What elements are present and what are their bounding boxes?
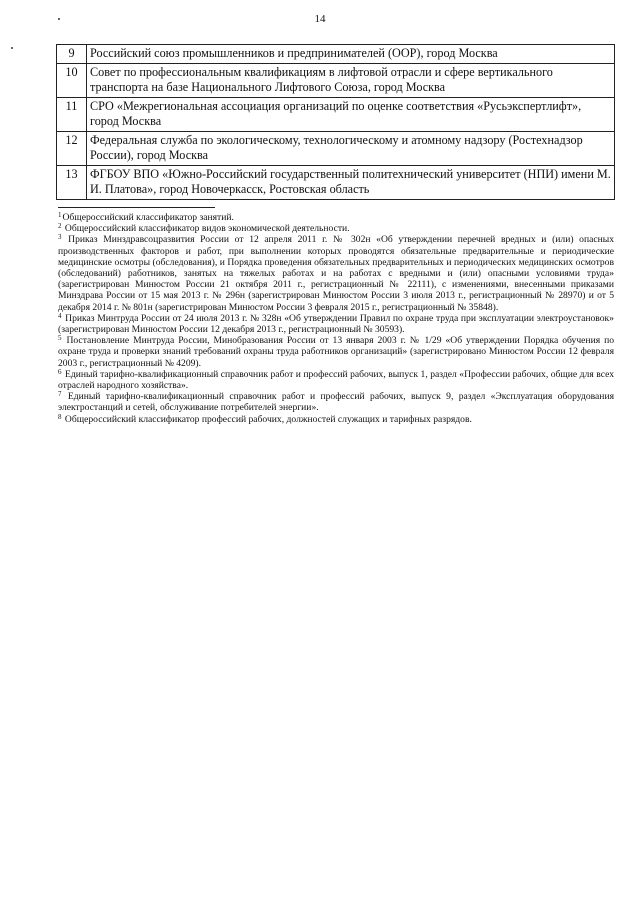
footnote-6	[58, 369, 614, 391]
organizations-table	[56, 44, 615, 200]
footnote-3	[58, 234, 614, 312]
row-number: 10	[57, 64, 87, 98]
footnote-5	[58, 335, 614, 369]
footnote-mark: 3	[58, 233, 62, 242]
footnote-mark: 6	[58, 367, 62, 376]
organization-name: Совет по профессиональным квалификациям в лифтовой отрасли и сфере вертикального транспорта на базе Национального Лифтового Союза, город Москва	[87, 64, 615, 98]
footnote-4	[58, 313, 614, 335]
footnote-8	[58, 414, 614, 425]
footnote-mark: 2	[58, 222, 62, 231]
footnote-text: Общероссийский классификатор видов экономической деятельности.	[64, 223, 350, 235]
table-row	[57, 98, 615, 132]
scan-speck	[58, 18, 60, 20]
organization-name: ФГБОУ ВПО «Южно-Российский государственный политехнический университет (НПИ) имени М. И. Платова», город Новочеркасск, Ростовская область	[87, 166, 615, 200]
footnote-text: Приказ Минтруда России от 24 июля 2013 г. № 328н «Об утверждении Правил по охране труда при эксплуатации электроустановок» (зарегистрирован Минюстом России 12 декабря 2013 г., регистрационный № 30593).	[58, 312, 614, 336]
footnote-mark: 7	[58, 390, 62, 399]
footnotes	[58, 212, 614, 425]
organization-name: Федеральная служба по экологическому, технологическому и атомному надзору (Ростехнадзор России), город Москва	[87, 132, 615, 166]
footnote-text: Единый тарифно-квалификационный справочник работ и профессий рабочих, выпуск 1, раздел «Профессии рабочих, общие для всех отраслей народного хозяйства».	[58, 368, 615, 392]
page-number: 14	[314, 13, 326, 25]
footnote-2	[58, 223, 614, 234]
footnote-mark: 8	[58, 412, 62, 421]
table-row	[57, 166, 615, 200]
footnote-separator	[58, 207, 215, 208]
row-number: 13	[57, 166, 87, 200]
footnote-text: Постановление Минтруда России, Минобразования России от 13 января 2003 г. № 1/29 «Об утверждении Порядка обучения по охране труда и проверки знаний требований охраны труда работников организаций» (зарегистрировано Минюстом России 12 февраля 2003 г., регистрационный № 4209).	[58, 335, 615, 369]
footnote-7	[58, 391, 614, 413]
footnote-mark: 4	[58, 311, 62, 320]
table-row	[57, 132, 615, 166]
footnote-mark: 1	[58, 211, 62, 219]
row-number: 12	[57, 132, 87, 166]
footnote-text: Общероссийский классификатор занятий.	[62, 212, 234, 223]
footnote-text: Общероссийский классификатор профессий рабочих, должностей служащих и тарифных разрядов.	[64, 413, 472, 425]
footnote-text: Единый тарифно-квалификационный справочник работ и профессий рабочих, выпуск 9, раздел «Эксплуатация оборудования электростанций и сетей, обслуживание потребителей энергии».	[58, 391, 614, 414]
row-number: 9	[57, 45, 87, 64]
table-row	[57, 45, 615, 64]
organization-name: СРО «Межрегиональная ассоциация организаций по оценке соответствия «Русьэкспертлифт», город Москва	[87, 98, 615, 132]
organization-name: Российский союз промышленников и предпринимателей (ООР), город Москва	[87, 45, 615, 64]
footnote-text: Приказ Минздравсоцразвития России от 12 апреля 2011 г. № 302н «Об утверждении перечней вредных и (или) опасных производственных факторов и работ, при выполнении которых проводятся обязательные предварительные и периодические медицинские осмотры (обследования), и Порядка проведения обязательных предварительных и периодических медицинских осмотров (обследований) работников, занятых на тяжелых работах и на работах с вредными и (или) опасными условиями труда» (зарегистрирован Минюстом России 21 октября 2011 г., регистрационный № 22111), с изменениями, внесенными приказами Минздрава России от 15 мая 2013 г. № 296н (зарегистрирован Минюстом России 3 июля 2013 г., регистрационный № 28970) и от 5 декабря 2014 г. № 801н (зарегистрирован Минюстом России 3 февраля 2015 г., регистрационный № 35848).	[58, 234, 614, 313]
scan-speck	[11, 47, 13, 49]
row-number: 11	[57, 98, 87, 132]
footnote-mark: 5	[58, 334, 62, 343]
table-row	[57, 64, 615, 98]
footnote-1	[58, 212, 614, 223]
